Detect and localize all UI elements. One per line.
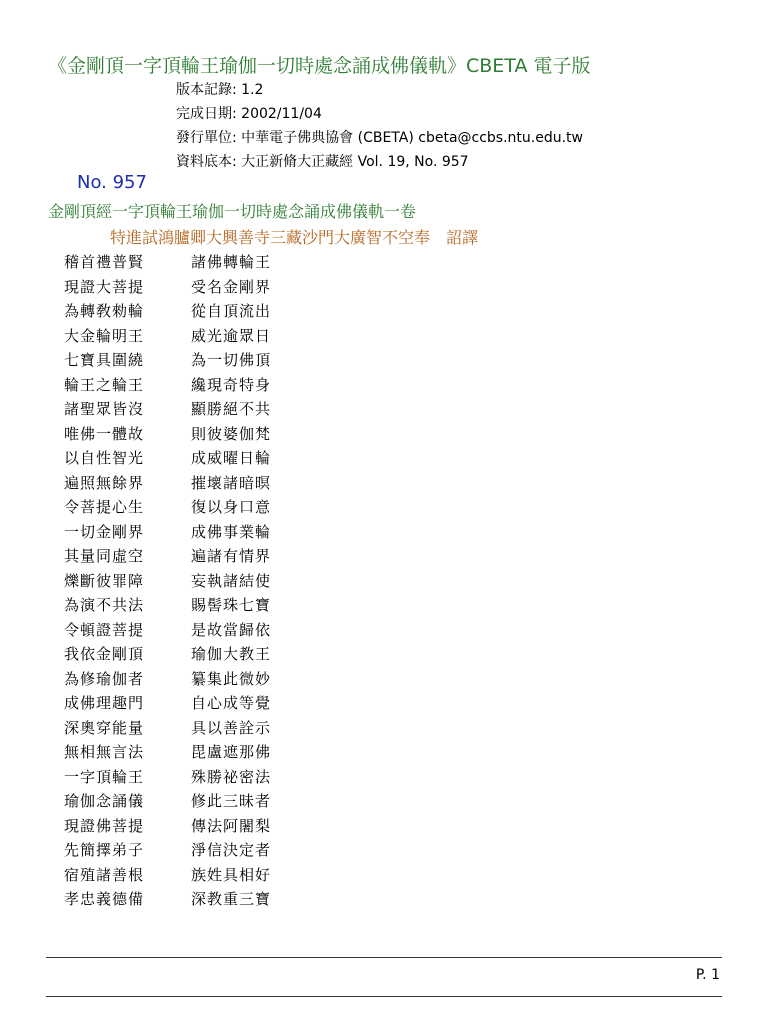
verse-right-line: 則彼婆伽梵 — [191, 424, 272, 443]
verse-right-line: 成威曜日輪 — [191, 449, 272, 467]
verse-left-line: 一字頂輪王 — [64, 767, 145, 786]
verse-row — [64, 348, 271, 373]
document-title: 《金剛頂一字頂輪王瑜伽一切時處念誦成佛儀軌》CBETA 電子版 — [48, 55, 591, 77]
verse-right-line: 諸佛轉輪王 — [191, 253, 272, 271]
verse-row — [64, 789, 271, 814]
verse-left-line: 為演不共法 — [64, 596, 145, 614]
verse-left-line: 令菩提心生 — [64, 498, 145, 516]
verse-list — [64, 250, 271, 912]
verse-left-line: 我依金剛頂 — [64, 645, 145, 663]
verse-row — [64, 275, 271, 300]
verse-right-line: 受名金剛界 — [191, 277, 272, 296]
verse-right-line: 從自頂流出 — [191, 302, 272, 320]
verse-right-line: 毘盧遮那佛 — [191, 743, 272, 761]
verse-row — [64, 887, 271, 912]
verse-row — [64, 691, 271, 716]
verse-left-line: 先簡擇弟子 — [64, 841, 145, 859]
verse-left-line: 唯佛一體故 — [64, 424, 145, 443]
verse-right-line: 威光逾眾日 — [191, 326, 272, 345]
verse-right-line: 顯勝絕不共 — [191, 400, 272, 418]
verse-row — [64, 299, 271, 324]
document-number: No. 957 — [77, 172, 147, 193]
verse-row — [64, 324, 271, 349]
verse-left-line: 稽首禮普賢 — [64, 253, 145, 271]
verse-right-line: 為一切佛頂 — [191, 351, 272, 369]
meta-publisher: 發行單位: 中華電子佛典協會 (CBETA) cbeta@ccbs.ntu.edu.tw — [176, 130, 583, 146]
verse-row — [64, 397, 271, 422]
verse-row — [64, 446, 271, 471]
verse-right-line: 是故當歸依 — [191, 620, 272, 639]
verse-row — [64, 642, 271, 667]
verse-right-line: 族姓具相好 — [191, 865, 272, 884]
verse-left-line: 成佛理趣門 — [64, 694, 145, 712]
verse-left-line: 無相無言法 — [64, 743, 145, 761]
footer-divider-top — [46, 957, 722, 958]
verse-row — [64, 471, 271, 496]
verse-left-line: 一切金剛界 — [64, 522, 145, 541]
verse-left-line: 令頓證菩提 — [64, 620, 145, 639]
verse-row — [64, 593, 271, 618]
verse-row — [64, 250, 271, 275]
verse-right-line: 殊勝祕密法 — [191, 767, 272, 786]
verse-right-line: 纔現奇特身 — [191, 375, 272, 394]
verse-right-line: 具以善詮示 — [191, 718, 272, 737]
verse-row — [64, 569, 271, 594]
verse-row — [64, 544, 271, 569]
verse-row — [64, 765, 271, 790]
verse-left-line: 諸聖眾皆沒 — [64, 400, 145, 418]
meta-source: 資料底本: 大正新脩大正藏經 Vol. 19, No. 957 — [176, 154, 469, 170]
verse-right-line: 賜髻珠七寶 — [191, 596, 272, 614]
meta-version: 版本記錄: 1.2 — [176, 82, 264, 98]
verse-right-line: 摧壞諸暗暝 — [191, 473, 272, 492]
verse-row — [64, 422, 271, 447]
verse-row — [64, 838, 271, 863]
verse-left-line: 孝忠義德備 — [64, 890, 145, 908]
verse-left-line: 輪王之輪王 — [64, 375, 145, 394]
verse-left-line: 爍斷彼罪障 — [64, 571, 145, 590]
verse-left-line: 大金輪明王 — [64, 326, 145, 345]
verse-row — [64, 740, 271, 765]
verse-left-line: 深奧穿能量 — [64, 718, 145, 737]
verse-right-line: 遍諸有情界 — [191, 547, 272, 565]
verse-left-line: 其量同虛空 — [64, 547, 145, 565]
verse-right-line: 妄執諸結使 — [191, 571, 272, 590]
verse-right-line: 纂集此微妙 — [191, 669, 272, 688]
verse-left-line: 為轉敎勑輪 — [64, 302, 145, 320]
verse-row — [64, 520, 271, 545]
verse-row — [64, 716, 271, 741]
verse-row — [64, 618, 271, 643]
footer-divider-bottom — [46, 996, 722, 997]
verse-right-line: 修此三昧者 — [191, 792, 272, 810]
verse-row — [64, 814, 271, 839]
meta-date: 完成日期: 2002/11/04 — [176, 106, 322, 122]
verse-left-line: 宿殖諸善根 — [64, 865, 145, 884]
verse-left-line: 以自性智光 — [64, 449, 145, 467]
verse-left-line: 為修瑜伽者 — [64, 669, 145, 688]
verse-row — [64, 667, 271, 692]
verse-row — [64, 495, 271, 520]
verse-right-line: 瑜伽大教王 — [191, 645, 272, 663]
verse-left-line: 現證佛菩提 — [64, 816, 145, 835]
verse-right-line: 深教重三寶 — [191, 890, 272, 908]
verse-left-line: 七寶具圍繞 — [64, 351, 145, 369]
verse-right-line: 復以身口意 — [191, 498, 272, 516]
verse-row — [64, 373, 271, 398]
verse-right-line: 傳法阿闍梨 — [191, 816, 272, 835]
verse-right-line: 淨信決定者 — [191, 841, 272, 859]
metadata-block — [176, 78, 583, 174]
verse-right-line: 自心成等覺 — [191, 694, 272, 712]
page-number: P. 1 — [695, 967, 720, 983]
sutra-title: 金剛頂經一字頂輪王瑜伽一切時處念誦成佛儀軌一卷 — [48, 202, 417, 221]
verse-right-line: 成佛事業輪 — [191, 522, 272, 541]
translator-line: 特進試鴻臚卿大興善寺三藏沙門大廣智不空奉 詔譯 — [110, 228, 479, 247]
verse-row — [64, 863, 271, 888]
verse-left-line: 現證大菩提 — [64, 277, 145, 296]
verse-left-line: 瑜伽念誦儀 — [64, 792, 145, 810]
verse-left-line: 遍照無餘界 — [64, 473, 145, 492]
